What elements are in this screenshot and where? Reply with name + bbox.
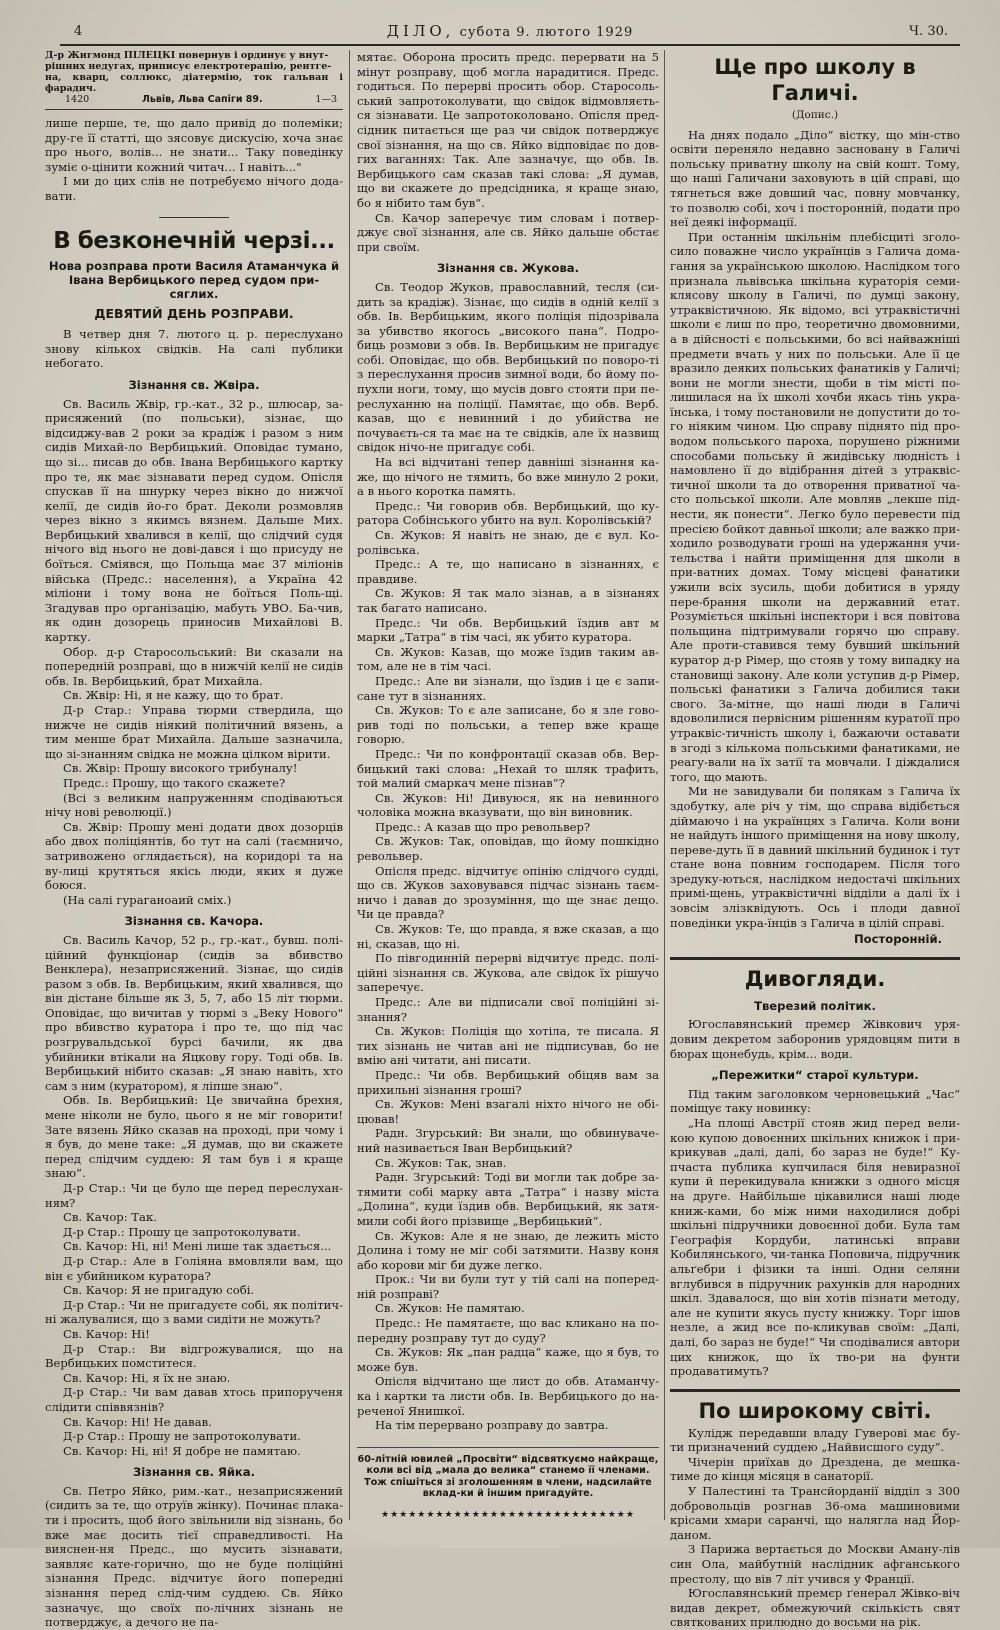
witness-heading: Зізнання св. Яйка. — [132, 1465, 256, 1480]
witness-heading: Зізнання св. Жукова. — [436, 261, 580, 276]
paragraph: У Палестині та Трансйорданії відділ з 300 добровольців розгнав 36-ома машиновими крісами хмари саранчі, що налягла над Йор-даном. — [670, 1484, 960, 1542]
paragraph: Св. Жвір: Ні, я не кажу, що то брат. — [63, 688, 284, 703]
paragraph: Д-р Стар.: Але в Голіяна вмовляли вам, що він є убийником куратора? — [45, 1253, 343, 1283]
paragraph: Предс.: А казав що про револьвер? — [375, 819, 591, 834]
paragraph: На днях подало „Діло“ вістку, що мін-ство освіти переняло недавно засновану в Галичі польську приватну школу на свій кошт. Тому, що наші Галичани заховують в цій справі, що тягнеться вже довший час, повну мовчанку, то позволю собі, хоч і посторонній, подати про неї деякі інформації. — [670, 127, 960, 230]
paragraph: Св. Качор: Я не пригадую собі. — [63, 1283, 255, 1298]
paragraph: По півгодинній перерві відчитує предс. полі-ційні зізнання св. Жукова, але свідок їх рішучо заперечує. — [357, 951, 659, 995]
paragraph: (Всі з великим напруженням сподіваються нічу нові революції.) — [45, 790, 343, 820]
ad-address: Львів, Льва Сапіги 89. — [141, 94, 263, 105]
ad-line-1: Д-р Жигмонд ПІЛЕЦКІ повернув і ординує у внут- — [45, 50, 329, 61]
witness-heading: Зізнання св. Жвіра. — [128, 377, 260, 392]
separator — [45, 211, 343, 218]
paragraph: Св. Качор: Так. — [63, 1210, 157, 1225]
column-3 — [670, 50, 960, 1630]
paragraph: Радн. Згурський: Тоді ви могли так добре за-тямити собі марку авта „Татра“ і назву міста „Долина“, куди їздив обв. Вербицький, як затя-мили собі його прізвище „Вербицький“. — [357, 1170, 659, 1228]
ad-line-3: на, кварц, соллюкс, діатермію, ток гальван і фарадич. — [45, 72, 343, 94]
paragraph: В четвер дня 7. лютого ц. р. переслухано знову кількох свідків. На салі публики небогато. — [45, 327, 343, 371]
issue-date: субота 9. лютого 1929 — [459, 25, 634, 40]
section-heading: ДЕВЯТИЙ ДЕНЬ РОЗПРАВИ. — [94, 305, 294, 321]
author-signature: Посторонній. — [853, 932, 942, 947]
paragraph: Св. Качор: Ні, ні! Я добре не памятаю. — [63, 1443, 301, 1458]
section-rule — [670, 1389, 960, 1392]
paragraph: Св. Качор: Ні, я їх не знаю. — [63, 1370, 231, 1385]
paragraph: Предс.: Чи обв. Вербицький обіцяв вам за прихильні зізнання гроші? — [357, 1067, 659, 1097]
article-headline: Ще про школу в Галичі. — [714, 55, 916, 105]
witness-heading: Зізнання св. Качора. — [124, 914, 264, 929]
paragraph: Св. Качор: Ні! Не давав. — [63, 1414, 212, 1429]
column-divider-2 — [664, 50, 665, 1520]
paragraph: Св. Жуков: Так, оповідав, що йому пошкідно револьвер. — [357, 834, 659, 864]
paragraph: Д-р Стар.: Прошу це запротоколувати. — [63, 1224, 301, 1239]
paragraph: Св. Жуков: Я навіть не знаю, де є вул. Ко-ролівська. — [357, 528, 659, 557]
column-1 — [45, 50, 343, 1630]
paragraph: Св. Теодор Жуков, православний, тесля (си-дить за крадіж). Зізнає, що сидів в одній келії з обв. Ів. Вербицьким, якого поліція підозрівала за убивство якогось „високого пана“. Подро-биць розмови з обв. Ів. Вербицьким не пригадує собі. Оповідає, що обв. Вербицький по поворо-ті з переслухання просив зимної води, бо йому по-пухли ноги, тому, що мусів довго стояти при пе-реслуханню на поліції. Памятає, що обв. Верб. казав, що є невинний і до убийства не почуваєть-ся та має на те свідків, але їх назвищ свідок нічо-не пригадує собі. — [357, 279, 659, 455]
paragraph: Предс.: Чи по конфронтації сказав обв. Вер-бицький такі слова: „Нехай то шляк трафить, той малий смаркач мене пізнав“? — [357, 746, 659, 791]
prosvita-notice: 60-літній ювилей „Просвіти“ відсвяткуємо найкраще, коли всі від „мала до велика“ станемо її членами. Тож спішіться зі зголошенням в члени, надсилайте вклад-ки й іншим пригадуйте. — [357, 1447, 659, 1500]
paragraph: Д-р Стар.: Управа тюрми ствердила, що нижче не сидів ніякий політичний вязень, а тим менше брат Михайла. Дальше зазначила, що зі-знанням свідка не можна цілком вірити. — [45, 703, 343, 761]
paragraph: Радн. Згурський: Ви знали, що обвинуваче-ний називається Іван Вербицький? — [357, 1126, 659, 1155]
paragraph: Предс.: Прошу, що такого скажете? — [63, 775, 286, 790]
paragraph: Св. Жуков: Я так мало зізнав, а в зізнанях так багато написано. — [357, 586, 659, 615]
paragraph: Югославянський премєр ґенерал Жівко-віч видав декрет, обмежуючий скількість свят святкованих прилюдно до восьми на рік. — [670, 1586, 960, 1630]
paragraph: Д-р Стар.: Чи це було ще перед переслухан-ням? — [45, 1181, 343, 1210]
dateline: (Допис.) — [791, 109, 839, 121]
paragraph: Св. Качор: Ні, ні! Мені лише так здається... — [63, 1239, 332, 1254]
paragraph: Св. Жвір: Прошу високого трибуналу! — [63, 761, 298, 776]
page-number: 4 — [74, 24, 83, 39]
paragraph: Св. Качор: Ні! — [63, 1326, 150, 1341]
article-subheadline: Нова розправа проти Василя Атаманчука й Івана Вербицького перед судом при-сяглих. — [48, 258, 340, 301]
paragraph: Чічерін приїхав до Дрездена, де мешка-тиме до кінця місяця в санаторії. — [670, 1454, 960, 1484]
paragraph: Св. Жуков: Як „пан радца“ каже, що я був, то може був. — [357, 1345, 659, 1374]
paragraph: Предс.: Але ви зізнали, що їздив і це є запи-сане тут в зізнаннях. — [357, 673, 659, 703]
paragraph: Св. Василь Жвір, гр.-кат., 32 р., шлюсар, за-присяжений (по польськи), зізнає, що відсиджу-вав 2 роки за крадіж і разом з ним сидів Михай-ло Вербицький. Оповідає тумано, що зі... писав до обв. Івана Вербицького картку про те, як має зізнавати перед судом. Опісля спускав її на шнурку через вікно до нижчої келії, де сидів йо-го брат. Деколи розмовляв через вікно з якимсь вязнем. Дальше Мих. Вербицький хвалився в келії, що слідчий судя нічого від нього не дові-дався і що присуду не боїться. Сміявся, що Польща має 37 міліонів війська (Предс.: населення), а Україна 42 міліони і тому вона не боїться Поль-щі. Згадував про організацію, мабуть УВО. Ба-чив, як один дозорець приносив Михайлові В. картку. — [45, 396, 343, 645]
paragraph: Св. Василь Качор, 52 р., гр.-кат., бувш. полі-ційний функціонар (сидів за вбивство Венклера), незаприсяжений. Зізнає, що сидів разом з обв. Ів. Вербицьким, який хвалився, що він дістане більше як 3, 5, 7, або 15 літ тюрми. Оповідає, що вичитав у тюрмі з „Веку Нового" про вбивство куратора і про те, що під час розгрувальдської бурсі бачили, як два убийники втікали на Яцкову гору. Тоді обв. Ів. Вербицький нібито сказав: „Я знаю навіть, хто сам з ним (куратором), я ліпше знаю“. — [45, 932, 343, 1093]
paragraph: Св. Жуков: Казав, що може їздив таким ав-том, але не в тім часі. — [357, 644, 659, 674]
paragraph: Св. Жуков: Те, що правда, я вже сказав, а що ні, сказав, що ні. — [357, 922, 659, 951]
sub-heading: „Пережитки“ старої культури. — [711, 1068, 919, 1083]
paragraph: Предс.: Але ви підписали свої поліційні зі-знання? — [357, 995, 659, 1024]
paragraph: Св. Жуков: Не памятаю. — [375, 1301, 525, 1316]
newspaper-title: ДІЛО, — [386, 22, 455, 40]
paragraph: На тім перервано розправу до завтра. — [375, 1418, 609, 1433]
paragraph: Кулідж передавши владу Гуверові має бу-ти призначений суддею „Найвисшого суду“. — [670, 1425, 960, 1455]
paragraph: З Парижа вертається до Москви Аману-лів син Ола, майбутній наслідник афганського престолу, що вів 7 літ учився у Франції. — [670, 1542, 960, 1586]
paragraph: Предс.: А те, що написано в зізнаннях, є правдиве. — [357, 557, 659, 586]
paragraph: Югославянський премєр Жівкович уря-довим декретом заборонив урядовцям пити в бюрах щонебудь, крім... води. — [670, 1017, 960, 1061]
masthead-center — [60, 22, 960, 40]
paragraph: Обв. Ів. Вербицький: Це звичайна брехня, мене ніколи не було, цього я не міг говорити! Зате вязень Яйко сказав на проході, при чому і я був, до мене таке: „Я думав, що ви скажете перед слідчим суддею: Я там був і я краще знаю“. — [45, 1093, 343, 1181]
paragraph: Опісля предс. відчитує опінію слідчого судді, що св. Жуков заховувався підчас зізнань таєм-ничо і давав до зрозуміння, що ще знає дещо. Чи це правда? — [357, 863, 659, 922]
paragraph: Опісля відчитано ще лист до обв. Атаманчу-ка і картки та листи обв. Ів. Вербицького до на-реченої Янишкої. — [357, 1374, 659, 1418]
paragraph: На всі відчитані тепер давніші зізнання ка-же, що нічого не тямить, бо вже минуло 2 роки, а в нього коротка память. — [357, 455, 659, 499]
column-2 — [357, 50, 659, 1520]
paragraph: Ми не завидували би полякам з Галича їх здобутку, але річ у тім, що справа відібється діймаючо і на українцях з Галича. Коли вони не найдуть іншого приміщення на нову школу, переве-дуть її в давний шкільний будинок і тут стане вона повним господарем. Після того зредуку-ються, наслідком недостачі шкільних примі-щень, утраквістичні відділи а далі їх і зовсім злізквідують. Ось і плоди давної поведінки укра-їнців з Галича в цілій справі. — [670, 784, 960, 930]
paragraph: Д-р Стар.: Прошу не запротоколувати. — [63, 1429, 301, 1444]
paragraph: „На площі Австрії стояв жид перед вели-кою купою довоєнних шкільних книжок і при-крикував „далі, далі, бо зараз не буде!“ Ку-пчаста публика купчилася біля невиразної купи й перекидувала книжки з одного місця на друге. Найбільше цікавилися наші люде книж-ками, бо між ними находилися добрі шкільні підручники довоєнної доби. Була там Географія Кордуби, латинські вправи Кобилянського, чи-танка Поповича, підручник альґебри і фізики та інші. Одни селяни вглубився в підручник рахунків для народних шкіл. Здавалося, що він хотів пізнати методу, але не купити якусь пусту книжку. Торг ішов незле, а жид все по-кликував своїм: „Далі, далі, бо зараз не буде!“ Чи сподівалися автори цих книжок, що їх тво-ри на фунти продаватимуть? — [670, 1116, 960, 1379]
paragraph: (На салі гураганоаий сміх.) — [63, 892, 232, 907]
article-headline: В безконечній черзі... — [53, 227, 335, 254]
paragraph: лише перше, те, що дало привід до полеміки; дру-ге її статті, що зясовує дискусію, хоча знає про нього, волів... не знати... Таку поведінку зуміє о-цінити кожний читач... І навіть..." — [45, 116, 343, 174]
paragraph: мятає. Оборона просить предс. перервати на 5 мінут розправу, щоб могла нарадитися. Предс. годиться. По перерві просить обор. Старосоль-ський запротоколувати, що свідок відмовляєть-ся зізнавати. Це запротоколовано. Опісля пред-сідник питається ще раз чи свідок потверджує свої зізнання, на що св. Яйко відповідає по дов-гих ваганнях: Так. Але зазначує, що обв. Ів. Вербицького сам сказав такі слова: „Я думав, що ви скажете до предсідника, я краще знаю, бо я нібито там був“. — [357, 50, 659, 210]
paragraph: Св. Петро Яйко, рим.-кат., незаприсяжений (сидить за те, що отруїв жінку). Починає плака-ти і просить, щоб його звільнили від зізнань, бо вже має досить тієї справедливості. На вияснен-ня Предс., що мусить зізнавати, заявляє кате-горично, що не буде поліційні зізнання Предс. відчитує його попередні зізнання перед слід-чим суддею. Св. Яйко зазначує, що своїх по-лічних зізнань не потверджує, а дечого не па- — [45, 1483, 343, 1630]
issue-number: Ч. 30. — [909, 24, 948, 39]
paragraph: Св. Жвір: Прошу мені додати двох дозорців або двох поліціянтів, бо тут на салі (таємничо, затривожено оглядається), на коридорі та на ву-лиці крутяться якісь люди, яких я дуже боюся. — [45, 819, 343, 893]
section-headline: Дивогляди. — [744, 966, 886, 991]
paragraph: Св. Качор заперечує тим словам і потвер-джує свої зізнання, але св. Яйко дальше обстає при своїм. — [357, 210, 659, 254]
paragraph: Предс.: Чи говорив обв. Вербицький, що ку-ратора Собінського убито на вул. Королівській? — [357, 498, 659, 528]
paragraph: Д-р Стар.: Ви відгрожувалися, що на Вербицьких помститеся. — [45, 1341, 343, 1371]
header-rule — [60, 44, 960, 46]
column-divider-1 — [349, 50, 350, 1520]
paragraph: Д-р Стар.: Чи вам давав хтось припорученя слідити співвязнів? — [45, 1385, 343, 1414]
paragraph: Д-р Стар.: Чи не пригадуєте собі, як політич-ні жалувалися, що з вами сидіти не можуть? — [45, 1297, 343, 1327]
ad-line-2: рішних недугах, приписує електротерапію, рентге- — [45, 61, 332, 72]
section-headline: По широкому світі. — [698, 1398, 932, 1423]
ad-footer — [45, 94, 343, 105]
star-divider: ★★★★★★★★★★★★★★★★★★★★★★★★★★★★ — [381, 1509, 635, 1520]
paragraph: Св. Жуков: Ні! Дивуюся, як на невинного чоловіка можна вказувати, що він виновник. — [357, 790, 659, 820]
paragraph: Під таким заголовком черновецький „Час“ поміщує таку новинку: — [670, 1086, 960, 1116]
paragraph: Св. Жуков: Але я не знаю, де лежить місто Долина і тому не міг собі затямити. Назву коня або корови міг би дуже легко. — [357, 1228, 659, 1272]
paragraph: При останнім шкільнім плебісциті зголо-сило поважне число українців з Галича дома-гання за українською школою. Наслідком того признала львівська шкільна кураторія семи-клясову школу в Галичі, по думці закону, утраквістичною. Як відомо, всі утраквістичні школи є лиш по про, теоретично двомовними, а в дійсності є польськими, бо всі найважніші предмети вчать у них по польськи. Але її це вразило деяких польських фанатиків у Галичі; вони не могли знести, щоби в тім місті по-лишилася на їх школі хочби якась тінь укра-їнська, і тому постановили не допустити до то-го ніяким чином. Цю справу піднято під про-водом польського пароха, порушено ріжними способами польську й жидівську людність і намовлено її до відібрання дітей з утраквіс-тичної школи та до отворення приватної ча-сто польської школи. Але мовляв „лекше під-нести, як понести“. Легко було перевести під пресією бойкот давньої школи; але важко при-ходило розводувати гроші на удержання учи-тельства і найти приміщення для школи в при-ватних домах. Тому місцеві фанатики ужили всіх зусиль, щоби добитися в уряду пере-брання школи на державний етат. Розуміється шкільні інспектори і вся повітова польщина підтримували горячо цю справу. Але проти-ставився тему бувший шкільний куратор д-р Рімер, що стояв у тому випадку на становищі закону. Але коли уступив д-р Рімер, польські фанатики з Галича добилися таки свого. За-мітне, що наші люди в Галичі вдоволилися первісним рішенням куратоїї про утраквіс-тичність школу і, бажаючи оставати в згоді з кількома польськими фанатиками, не реагу-вали на їх затії та мовчали. І діждалися того, що мають. — [670, 229, 960, 784]
ad-code: 1420 — [65, 94, 90, 105]
paragraph: Предс.: Чи обв. Вербицький їздив авт м марки „Татра“ в тім часі, як убито куратора. — [357, 615, 659, 645]
doctor-advertisement — [45, 50, 343, 110]
paragraph: Св. Жуков: Мені взагалі ніхто нічого не обі-цював! — [357, 1097, 659, 1126]
sub-heading: Тверезий політик. — [754, 998, 876, 1013]
paragraph: Предс.: Не памятаєте, що вас кликано на по-передну розправу тут до суду? — [357, 1316, 659, 1345]
section-rule — [670, 957, 960, 960]
paragraph: Прок.: Чи ви були тут у тій салі на поперед-ній розправі? — [357, 1272, 659, 1301]
ad-ref: 1—3 — [315, 94, 337, 105]
paragraph: Обор. д-р Старосольський: Ви сказали на попередній розправі, що в нижчій келії не сидів обв. Ів. Вербицький, брат Михайла. — [45, 644, 343, 688]
paragraph: Св. Жуков: Поліція що хотіла, те писала. Я тих зізнань не читав ані не підписував, бо не вмію ані читати, ані писати. — [357, 1024, 659, 1068]
paragraph: Св. Жуков: Так, знав. — [375, 1155, 507, 1170]
paragraph: Св. Жуков: То є але записане, бо я зле гово-рив тоді по польськи, а тепер вже краще говорю. — [357, 703, 659, 747]
paragraph: І ми до цих слів не потребуємо нічого дода-вати. — [45, 174, 343, 203]
